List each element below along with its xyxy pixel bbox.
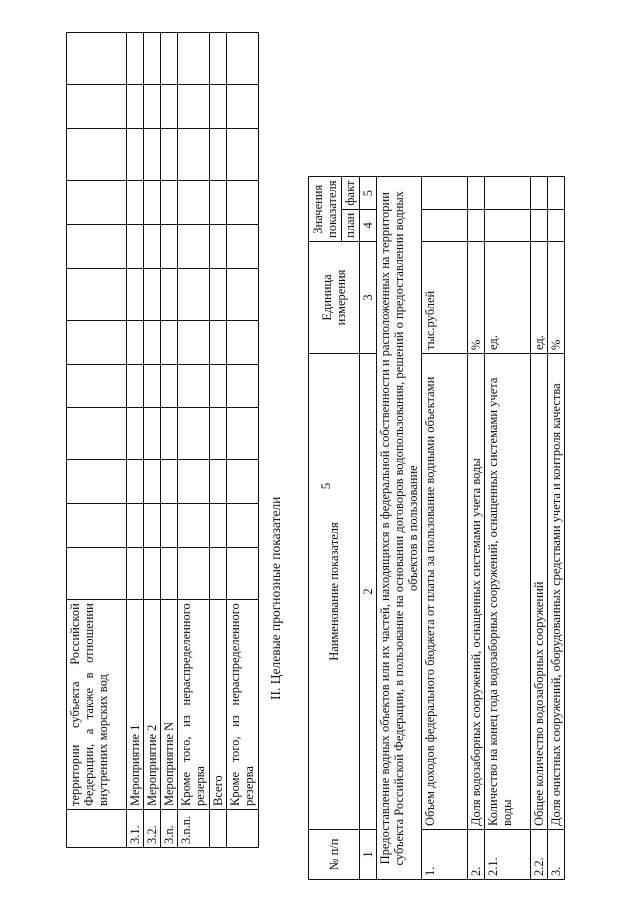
index-cell: 1 [360,830,377,880]
header-plan: план [341,209,359,241]
row-label: Всего [210,600,227,810]
row-number [227,810,259,848]
row-label: Доля очистных сооружений, оборудованных средствами учета и контроля качества [548,354,565,830]
row-number [67,810,127,848]
header-name: Наименование показателя [309,354,360,830]
table-row [178,33,210,848]
row-number: 3.2. [144,810,161,848]
table-row [161,33,178,848]
header-unit: Единица измерения [309,242,360,354]
row-label: Мероприятие 1 [127,600,144,810]
row-unit: ед. [485,242,531,354]
row-number: 3.n.n. [178,810,210,848]
index-cell: 5 [360,177,377,209]
table-row [210,33,227,848]
row-number: 3. [548,830,565,880]
row-unit: тыс.рублей [422,242,468,354]
index-cell: 4 [360,209,377,241]
index-cell: 3 [360,242,377,354]
section-title: II. Целевые прогнозные показатели [268,496,283,700]
table-row [144,33,161,848]
row-unit: % [548,242,565,354]
table-row [227,33,259,848]
table-row [485,177,531,880]
row-number [210,810,227,848]
row-unit: % [468,242,485,354]
upper-table [66,32,259,848]
table-row [127,33,144,848]
row-number: 1. [422,830,468,880]
table-row [422,177,468,880]
row-number: 3.1. [127,810,144,848]
header-values: Значения показателя [309,177,342,242]
indicators-table [308,34,565,880]
row-label: Общее количество водозаборных сооружений [531,354,548,830]
row-number: 3.n. [161,810,178,848]
row-label: Мероприятие N [161,600,178,810]
row-number: 2.1. [485,830,531,880]
header-row [309,177,342,880]
row-label: Кроме того, из нераспределенного резерва [227,600,259,810]
row-label: территории субъекта Российской Федерации, а также в отношении внутренних морских вод [67,600,127,810]
row-label: Количество на конец года водозаборных сооружений, оснащенных системами учета воды [485,354,531,830]
table-row [67,33,127,848]
index-row [360,177,377,880]
table-row [548,177,565,880]
row-unit: ед. [531,242,548,354]
section-row-text: Предоставление водных объектов или их частей, находящихся в федеральной собственности и расположенных на территории субъекта Российской Федерации, в пользование на основании договоров водопользования, решений о предоставлении водных объектов в пользование [377,177,422,880]
header-num: № п/п [309,830,360,880]
header-fact: факт [341,177,359,209]
page-number: 5 [318,482,333,490]
row-label: Объем доходов федерального бюджета от платы за пользование водными объектами [422,354,468,830]
row-number: 2. [468,830,485,880]
table-row [468,177,485,880]
index-cell: 2 [360,354,377,830]
row-label: Кроме того, из нераспределенного резерва [178,600,210,810]
row-label: Доля водозаборных сооружений, оснащенных системами учета воды [468,354,485,830]
row-number: 2.2. [531,830,548,880]
row-label: Мероприятие 2 [144,600,161,810]
table-row [531,177,548,880]
section-row [377,177,422,880]
